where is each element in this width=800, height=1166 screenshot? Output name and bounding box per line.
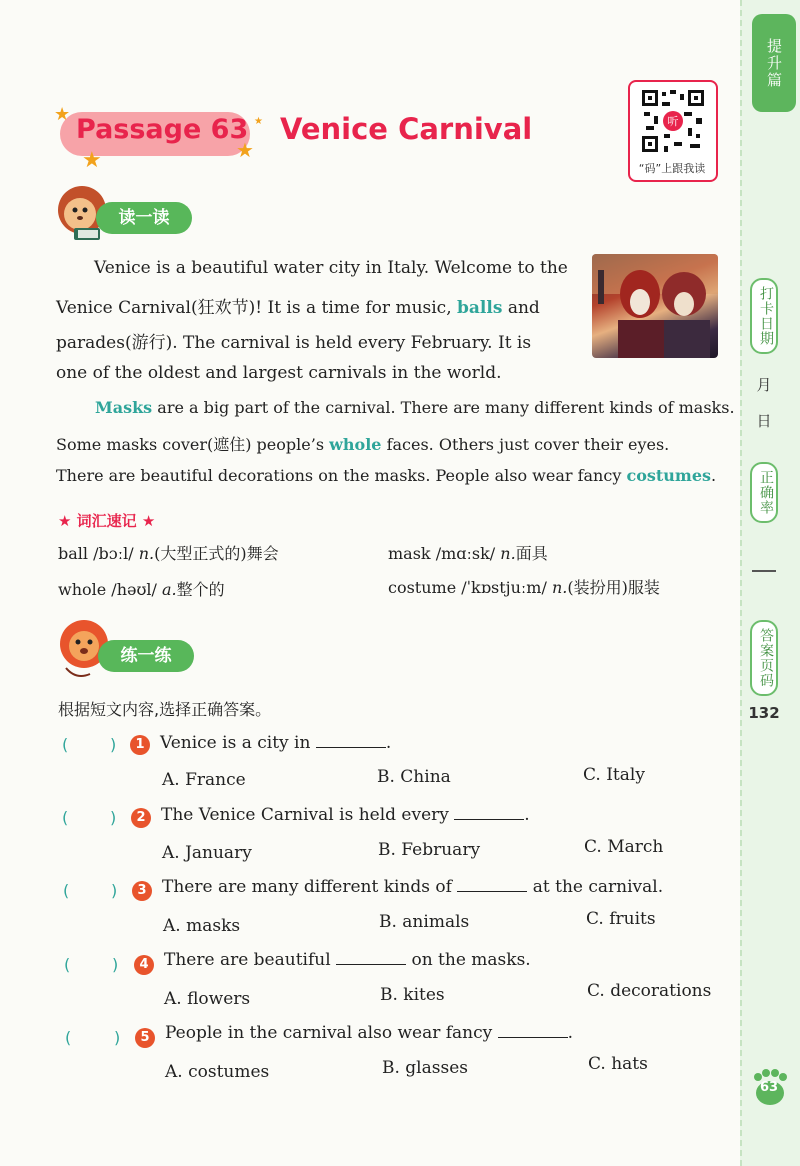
star-icon: ★ [236, 138, 254, 162]
vocab-item: mask /mɑːsk/ n.面具 [388, 544, 548, 563]
passage-line: Venice Carnival(狂欢节)! It is a time for music, balls and [56, 298, 540, 318]
answer-paren-open: ( [64, 955, 71, 974]
keyword: costumes [626, 466, 712, 485]
vocab-item: costume /ˈkɒstjuːm/ n.(装扮用)服装 [388, 578, 660, 597]
passage-line: There are beautiful decorations on the masks. People also wear fancy costumes. [56, 466, 717, 485]
question-text: People in the carnival also wear fancy . [165, 1023, 574, 1043]
side-strip [740, 0, 800, 1166]
option-c[interactable]: C. Italy [583, 765, 645, 785]
answer-page-number: 132 [748, 704, 780, 722]
answer-paren-open: ( [63, 881, 70, 900]
answer-paren-close[interactable]: ) [110, 735, 117, 754]
vocab-item: ball /bɔːl/ n.(大型正式的)舞会 [58, 544, 279, 563]
option-b[interactable]: B. China [377, 767, 451, 787]
option-a[interactable]: A. costumes [165, 1062, 270, 1082]
answer-paren-close[interactable]: ) [114, 1028, 121, 1047]
question-number: 5 [135, 1028, 155, 1048]
section-read-tag: 读一读 [96, 202, 192, 234]
carnival-image [592, 254, 718, 358]
page-number: 63 [759, 1080, 779, 1095]
answer-paren-open: ( [62, 735, 69, 754]
passage-line: parades(游行). The carnival is held every February. It is [56, 333, 532, 353]
checkin-date-label: 打卡日期 [750, 278, 778, 354]
option-a[interactable]: A. flowers [164, 989, 251, 1009]
passage-line: Masks are a big part of the carnival. There are many different kinds of masks. [95, 398, 735, 417]
qr-caption: “码”上跟我读 [638, 162, 706, 175]
option-a[interactable]: A. France [162, 770, 246, 790]
option-c[interactable]: C. fruits [586, 909, 656, 929]
answer-page-label: 答案页码 [750, 620, 778, 696]
question-text: There are many different kinds of at the carnival. [162, 877, 664, 897]
section-practice-tag: 练一练 [98, 640, 194, 672]
question-number: 2 [131, 808, 151, 828]
answer-paren-close[interactable]: ) [111, 881, 118, 900]
keyword: whole [329, 435, 382, 454]
carnival-photo [592, 254, 718, 358]
page-title: Venice Carnival [280, 112, 533, 146]
qr-code-icon [640, 88, 706, 154]
question-number: 4 [134, 955, 154, 975]
passage-line: Some masks cover(遮住) people’s whole faces. Others just cover their eyes. [56, 435, 670, 454]
keyword: Masks [95, 398, 153, 417]
option-c[interactable]: C. hats [588, 1054, 648, 1074]
day-label: 日 [756, 412, 772, 430]
svg-text:听: 听 [667, 115, 679, 128]
question-text: There are beautiful on the masks. [164, 950, 531, 970]
answer-paren-open: ( [62, 808, 69, 827]
option-b[interactable]: B. kites [380, 985, 445, 1005]
passage-line: one of the oldest and largest carnivals in the world. [56, 363, 502, 383]
keyword: balls [457, 298, 503, 318]
answer-paren-open: ( [65, 1028, 72, 1047]
passage-number: Passage 63 [76, 114, 249, 145]
level-tab[interactable]: 提升篇 [752, 14, 796, 112]
accuracy-line [752, 570, 776, 572]
accuracy-label: 正确率 [750, 462, 778, 523]
instruction-text: 根据短文内容,选择正确答案。 [58, 700, 272, 719]
star-icon: ★ [54, 104, 71, 125]
question-number: 1 [130, 735, 150, 755]
question-text: Venice is a city in . [160, 733, 392, 753]
star-icon: ★ [82, 148, 102, 173]
month-label: 月 [756, 376, 772, 394]
star-icon: ★ [254, 116, 263, 127]
option-a[interactable]: A. masks [163, 916, 241, 936]
question-text: The Venice Carnival is held every . [161, 805, 530, 825]
question-number: 3 [132, 881, 152, 901]
option-b[interactable]: B. glasses [382, 1058, 468, 1078]
option-a[interactable]: A. January [162, 843, 252, 863]
vocab-heading: ★ 词汇速记 ★ [58, 512, 156, 530]
option-b[interactable]: B. February [378, 840, 481, 860]
passage-line: Venice is a beautiful water city in Italy. Welcome to the [94, 258, 568, 278]
option-c[interactable]: C. March [584, 837, 664, 857]
answer-paren-close[interactable]: ) [110, 808, 117, 827]
vocab-item: whole /həʊl/ a.整个的 [58, 580, 225, 599]
answer-paren-close[interactable]: ) [112, 955, 119, 974]
option-b[interactable]: B. animals [379, 912, 470, 932]
option-c[interactable]: C. decorations [587, 981, 712, 1001]
